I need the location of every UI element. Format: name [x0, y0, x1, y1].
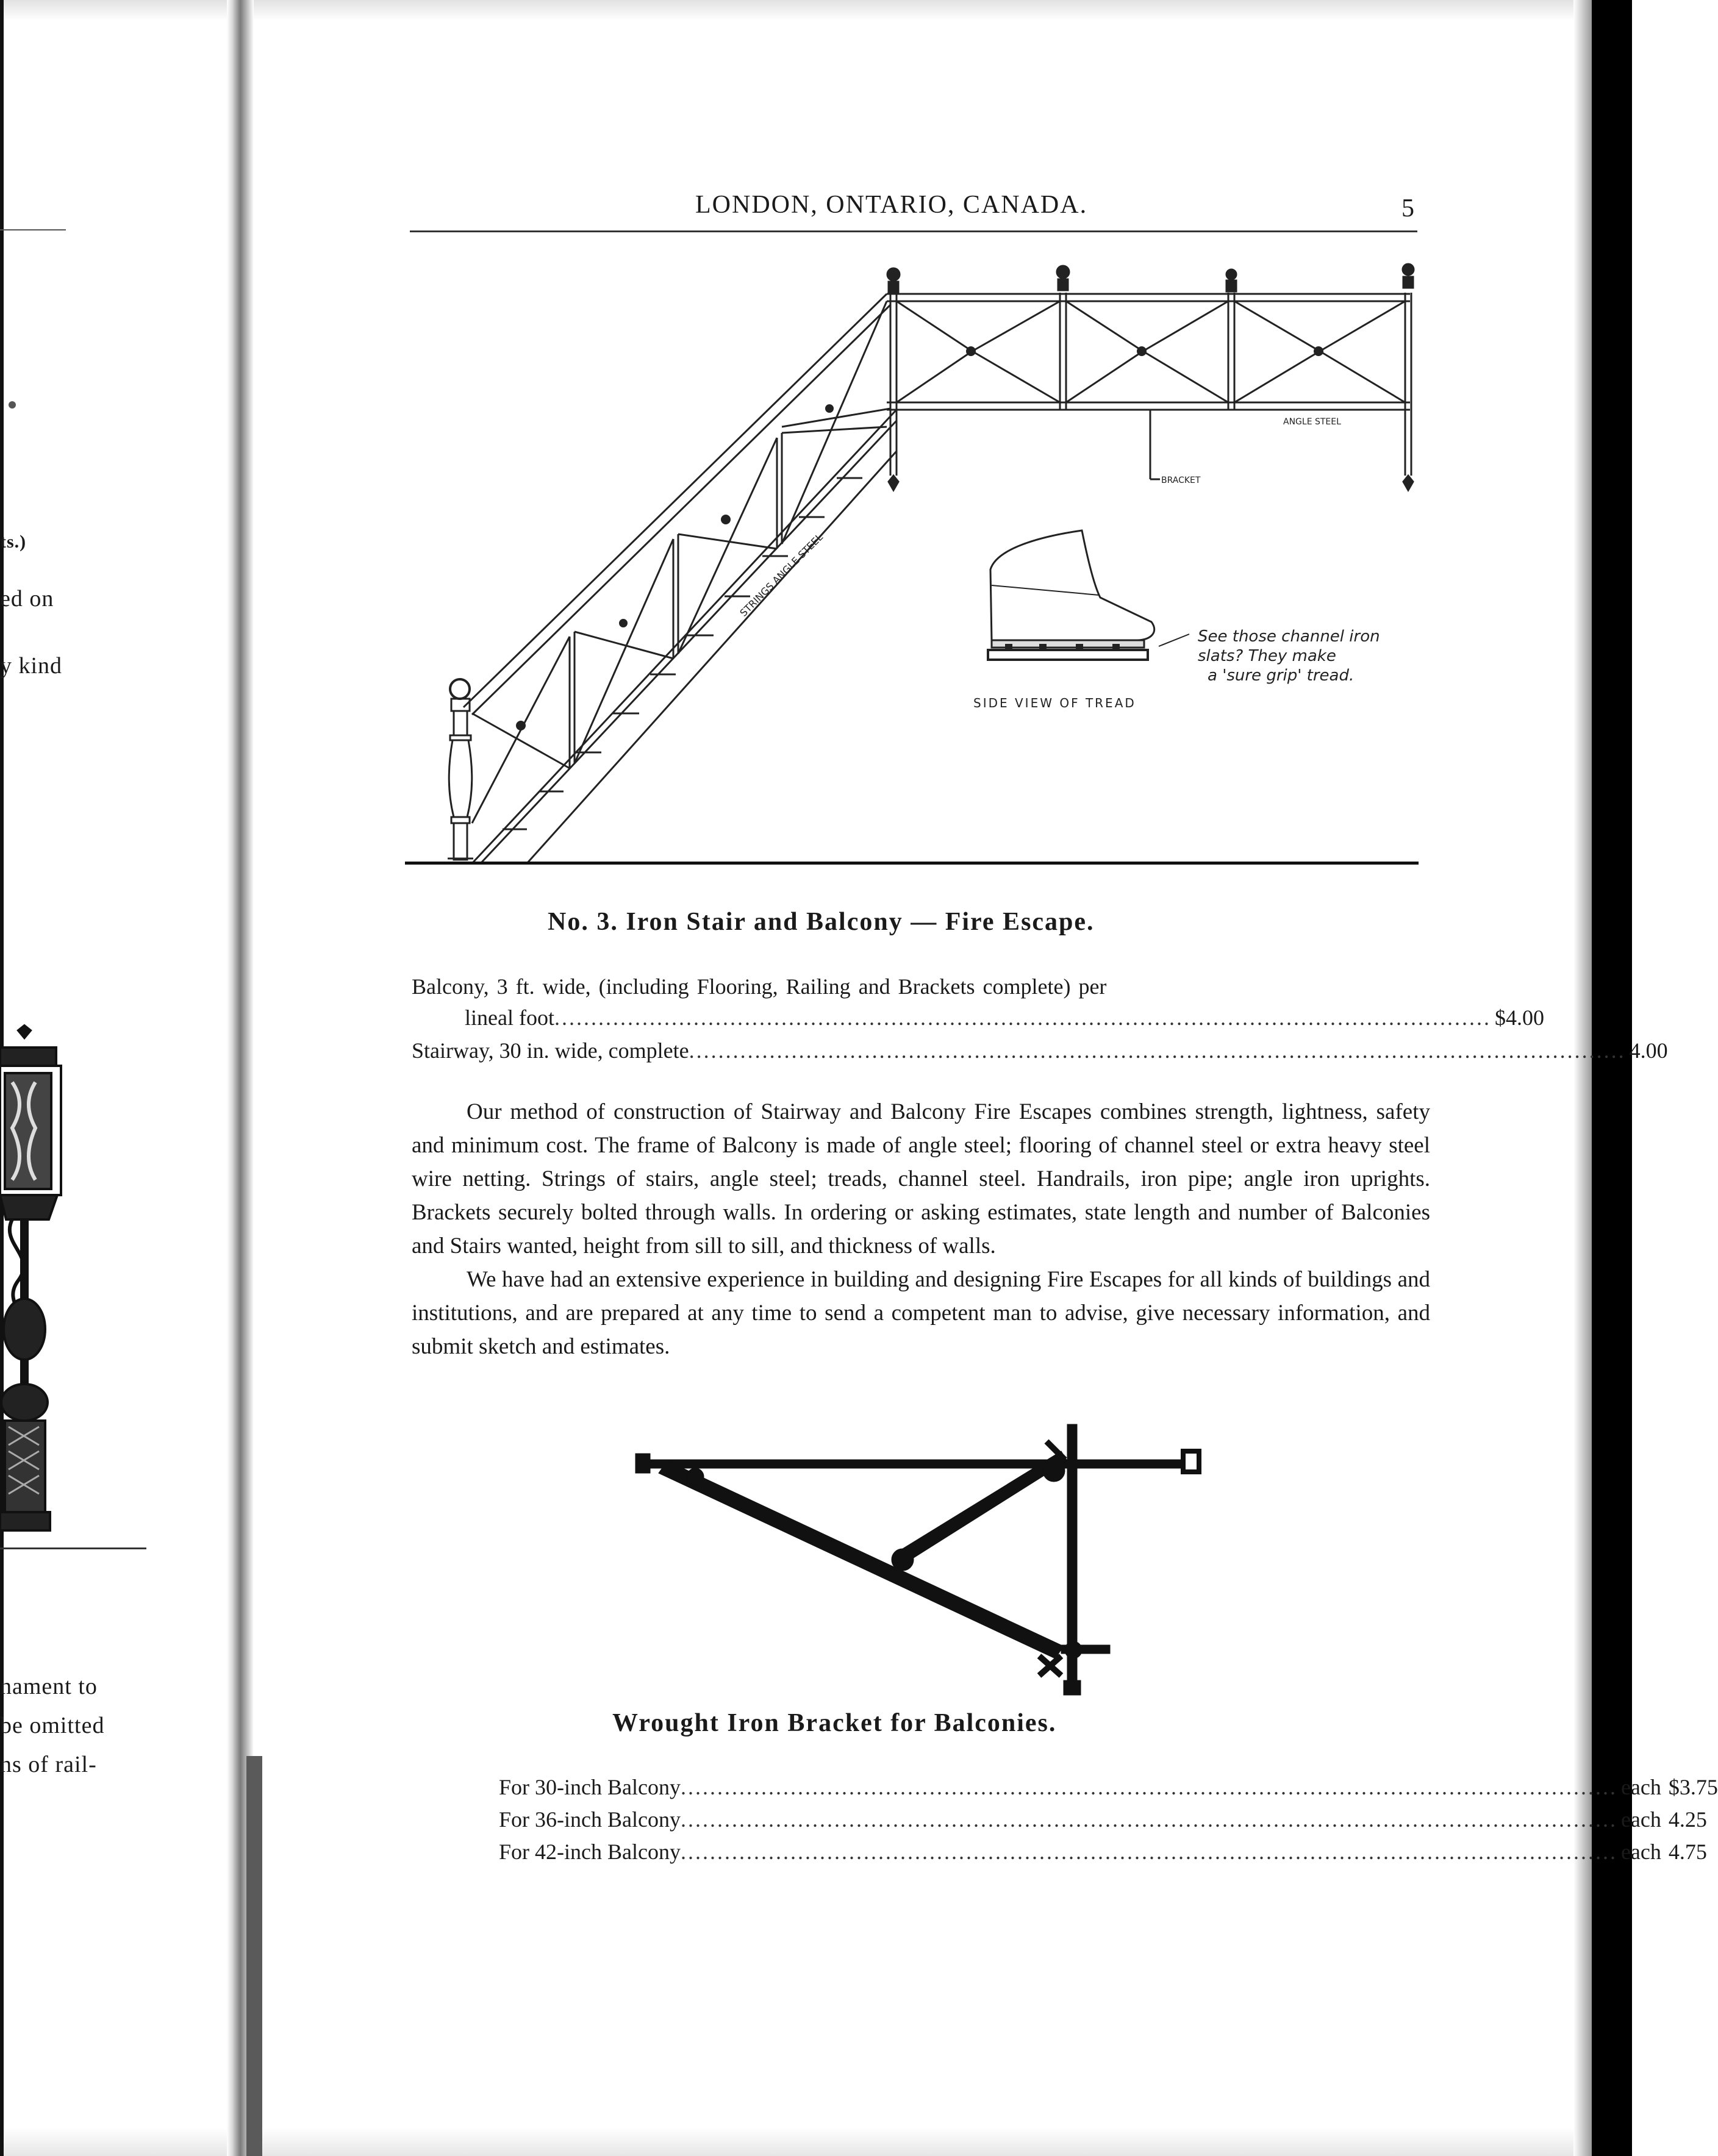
- ground-line: [405, 862, 1419, 865]
- annotation-strings: STRINGS ANGLE STEEL: [737, 531, 825, 619]
- bracket-price-row-42: [499, 1839, 1707, 1865]
- left-fragment: y kind: [0, 653, 63, 679]
- dot-leader: ................................................................................................................................: [554, 1005, 1491, 1030]
- bracket-label: For 42-inch Balcony: [499, 1840, 681, 1864]
- header-rule: [410, 230, 1417, 232]
- bracket-price-row-30: [499, 1774, 1718, 1800]
- lamp-post-illustration: [0, 1024, 67, 1555]
- balcony-price: $4.00: [1494, 1005, 1544, 1030]
- tread-caption: SIDE VIEW OF TREAD: [973, 696, 1136, 710]
- book-gutter-shadow: [246, 1756, 262, 2156]
- scan-right-shadow: [1573, 0, 1592, 2156]
- handwritten-note-line1: See those channel iron: [1198, 627, 1380, 646]
- left-fragment: ts.): [0, 532, 27, 552]
- bracket-price: $3.75: [1668, 1775, 1718, 1799]
- annotation-bracket: BRACKET: [1161, 476, 1201, 485]
- handwritten-note-line2: slats? They make: [1198, 647, 1336, 665]
- balcony-price-row: [465, 1005, 1544, 1030]
- annotation-angle-steel: ANGLE STEEL: [1283, 417, 1341, 427]
- tread-side-view: [988, 530, 1189, 660]
- bracket-label: For 36-inch Balcony: [499, 1807, 681, 1832]
- left-fragment: nament to: [0, 1674, 98, 1699]
- unit-label: each: [1620, 1775, 1661, 1799]
- dot-leader: ................................................................................................................................: [680, 1840, 1617, 1864]
- dot-leader: ................................................................................................................................: [689, 1038, 1626, 1063]
- unit-label: each: [1620, 1807, 1661, 1832]
- stairway-price-row: [412, 1038, 1668, 1063]
- stairway-price: 4.00: [1629, 1038, 1668, 1063]
- balcony-price-description: Balcony, 3 ft. wide, (including Flooring, Railing and Brackets complete) per: [412, 974, 1107, 999]
- unit-label: each: [1620, 1840, 1661, 1864]
- stairway-price-label: Stairway, 30 in. wide, complete: [412, 1038, 689, 1063]
- left-page-rule: [0, 1547, 146, 1549]
- scan-right-border: [1592, 0, 1632, 2156]
- description-paragraph: Our method of construction of Stairway and Balcony Fire Escapes combines strength, lightness, safety and minimum cost. The frame of Balcony is made of angle steel; flooring of channel steel or extra heavy steel wire netting. Strings of stairs, angle steel; treads, channel steel. Handrails, iron pipe; angle iron uprights. Brackets securely bolted through walls. In ordering or asking estimates, state length and number of Balconies and Stairs wanted, height from sill to sill, and thickness of walls.: [412, 1099, 1430, 1258]
- handwritten-note-line3: a 'sure grip' tread.: [1208, 666, 1355, 685]
- bracket-price: 4.25: [1668, 1807, 1707, 1832]
- section-title-fire-escape: No. 3. Iron Stair and Balcony — Fire Escape.: [548, 908, 1095, 936]
- description-paragraph: We have had an extensive experience in building and designing Fire Escapes for all kinds of buildings and institutions, and are prepared at any time to send a competent man to advise, give necessary information, and submit sketch and estimates.: [412, 1267, 1430, 1359]
- left-fragment: ed on: [0, 586, 54, 612]
- bracket-price-row-36: [499, 1807, 1707, 1832]
- left-fragment: ns of rail-: [0, 1752, 97, 1777]
- section-title-bracket: Wrought Iron Bracket for Balconies.: [612, 1709, 1057, 1737]
- dot-leader: ................................................................................................................................: [680, 1775, 1617, 1799]
- left-page-rule: [0, 229, 66, 230]
- page-number: 5: [1401, 195, 1414, 223]
- dot-leader: ................................................................................................................................: [680, 1807, 1617, 1832]
- bracket-price: 4.75: [1668, 1840, 1707, 1864]
- wrought-iron-bracket-illustration: [634, 1415, 1208, 1701]
- balcony-price-label: lineal foot: [465, 1005, 554, 1030]
- running-head: LONDON, ONTARIO, CANADA.: [695, 191, 1088, 219]
- left-fragment: be omitted: [0, 1713, 105, 1738]
- fire-escape-drawing: [405, 244, 1419, 863]
- bracket-label: For 30-inch Balcony: [499, 1775, 681, 1799]
- description-text: [412, 1095, 1430, 1363]
- left-page-dot: [9, 401, 16, 409]
